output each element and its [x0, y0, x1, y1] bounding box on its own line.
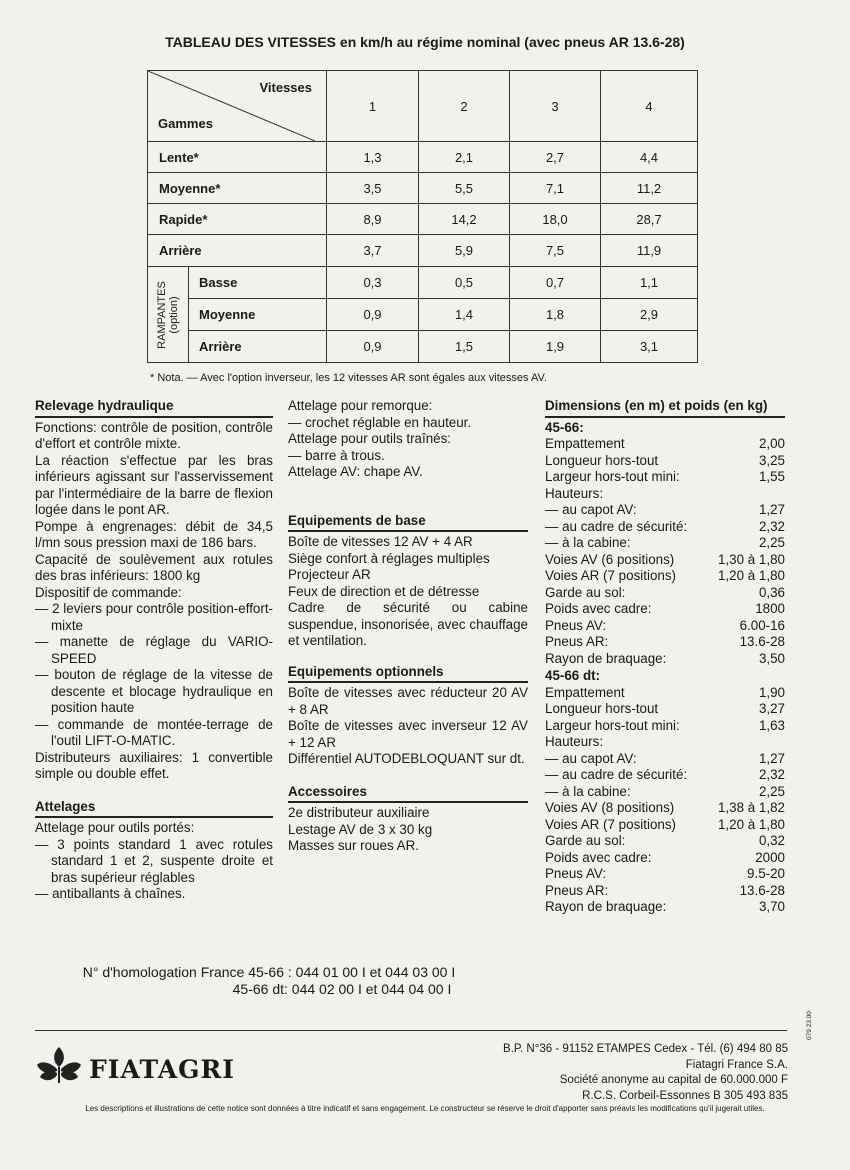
- address-line: Fiatagri France S.A.: [685, 1058, 788, 1071]
- gear-header: 2: [419, 71, 510, 142]
- speed-cell: 4,4: [601, 142, 698, 173]
- dimension-value: 1,20 à 1,80: [717, 816, 785, 832]
- section-title-accessoires: Accessoires: [288, 784, 528, 804]
- crawler-group-label: [148, 267, 189, 363]
- dimension-label: Voies AV (6 positions): [545, 551, 675, 567]
- table-row: [148, 142, 698, 173]
- dimension-row: [545, 718, 785, 735]
- dimension-label: Empattement: [545, 684, 625, 700]
- speed-cell: 7,5: [510, 235, 601, 267]
- range-label: Moyenne: [189, 299, 327, 331]
- line: Siège confort à réglages multiples: [288, 550, 490, 566]
- dimension-label: Pneus AV:: [545, 617, 607, 633]
- paragraph: Fonctions: contrôle de position, contrôle d'effort et contrôle mixte.: [35, 419, 273, 451]
- line: Feux de direction et de détresse: [288, 583, 480, 599]
- gear-header: 1: [327, 71, 419, 142]
- table-corner-cell: [148, 71, 327, 142]
- dimension-value: 2,25: [758, 535, 785, 550]
- address-line: R.C.S. Corbeil-Essonnes B 305 493 835: [582, 1089, 788, 1102]
- column-left: [35, 398, 273, 903]
- gear-header: 3: [510, 71, 601, 142]
- table-row: [148, 331, 698, 363]
- dimension-row: [545, 601, 785, 618]
- crawler-group-title: RAMPANTES: [156, 280, 168, 349]
- dimension-row: [545, 817, 785, 834]
- dimension-row: [545, 651, 785, 668]
- line: Masses sur roues AR.: [288, 838, 419, 853]
- speed-table: [147, 70, 698, 363]
- line: Lestage AV de 3 x 30 kg: [288, 821, 433, 837]
- dimension-value: 1,63: [758, 717, 785, 733]
- speed-cell: 1,9: [510, 331, 601, 363]
- paragraph: La réaction s'effectue par les bras inférieurs agissant sur l'asservissement par l'intermédiaire de la barre de flexion logée dans le pont AR.: [35, 452, 273, 517]
- dimension-value: 1,38 à 1,82: [717, 800, 785, 815]
- line: Cadre de sécurité ou cabine suspendue, insonorisée, avec chauffage et ventilation.: [288, 600, 528, 648]
- speed-cell: 28,7: [601, 204, 698, 235]
- line: Boîte de vitesses avec inverseur 12 AV + 12 AR: [288, 718, 528, 750]
- dimension-row: [545, 519, 785, 536]
- dimension-row: [545, 634, 785, 651]
- table-row: [148, 267, 698, 299]
- column-middle: [288, 398, 528, 855]
- speed-cell: 0,9: [327, 331, 419, 363]
- dimension-value: 1,27: [758, 750, 785, 766]
- speed-cell: 11,2: [601, 173, 698, 204]
- paragraph: Dispositif de commande:: [35, 584, 182, 600]
- dimension-value: 6.00-16: [739, 617, 785, 633]
- speed-cell: 1,4: [419, 299, 510, 331]
- homologation-value: : 044 02 00 I et 044 04 00 I: [284, 981, 452, 997]
- dimension-value: 1,55: [758, 469, 785, 484]
- crawler-group-subtitle: (option): [168, 295, 180, 334]
- dimension-label: — au cadre de sécurité:: [545, 518, 688, 534]
- speed-cell: 0,9: [327, 299, 419, 331]
- dimension-value: 13.6-28: [739, 882, 785, 898]
- dimension-label: Empattement: [545, 436, 625, 451]
- dimension-label: — au capot AV:: [545, 750, 637, 766]
- dimension-row: [545, 899, 785, 916]
- address-line: B.P. N°36 - 91152 ETAMPES Cedex - Tél. (6) 494 80 85: [502, 1043, 788, 1055]
- speed-cell: 14,2: [419, 204, 510, 235]
- dimension-row: [545, 453, 785, 470]
- speed-cell: 8,9: [327, 204, 419, 235]
- dimension-label: Rayon de braquage:: [545, 650, 667, 666]
- dimension-value: 1,27: [758, 502, 785, 517]
- ranges-axis-label: Gammes: [158, 116, 213, 131]
- dimension-label: Pneus AR:: [545, 634, 609, 649]
- dimension-value: 0,36: [758, 584, 785, 600]
- dimension-label: Poids avec cadre:: [545, 849, 652, 865]
- dimension-row: [545, 767, 785, 784]
- speed-cell: 5,5: [419, 173, 510, 204]
- dimension-label: Largeur hors-tout mini:: [545, 717, 680, 733]
- print-code: 079 23.00: [806, 1011, 813, 1040]
- dimension-row: [545, 535, 785, 552]
- dimension-row: [545, 800, 785, 817]
- speed-cell: 2,9: [601, 299, 698, 331]
- dimension-label: Hauteurs:: [545, 485, 604, 501]
- dimension-row: [545, 618, 785, 635]
- dimension-label: Longueur hors-tout: [545, 701, 659, 716]
- speed-cell: 3,1: [601, 331, 698, 363]
- speed-cell: 0,7: [510, 267, 601, 299]
- gears-axis-label: Vitesses: [259, 80, 312, 95]
- dimension-value: 2,32: [758, 767, 785, 782]
- dimension-label: — à la cabine:: [545, 783, 631, 799]
- dimension-value: 3,25: [758, 452, 785, 468]
- speed-cell: 18,0: [510, 204, 601, 235]
- dimension-value: 0,32: [758, 833, 785, 848]
- dimension-value: 13.6-28: [739, 634, 785, 649]
- section-title-attelages: Attelages: [35, 799, 273, 819]
- dimension-label: Hauteurs:: [545, 734, 604, 749]
- dimension-row: [545, 502, 785, 519]
- range-label: Arrière: [148, 235, 327, 267]
- line: Attelage AV: chape AV.: [288, 464, 423, 479]
- speed-cell: 5,9: [419, 235, 510, 267]
- dimension-row: [545, 568, 785, 585]
- dimension-label: Pneus AV:: [545, 866, 607, 881]
- dimension-value: 3,50: [758, 650, 785, 666]
- dimension-value: 2,00: [758, 436, 785, 451]
- list-item: — 2 leviers pour contrôle position-effort-mixte: [35, 601, 273, 633]
- section-title-dimensions: Dimensions (en m) et poids (en kg): [545, 398, 785, 418]
- dimension-label: Voies AR (7 positions): [545, 816, 676, 832]
- line: Boîte de vitesses 12 AV + 4 AR: [288, 534, 473, 549]
- dimension-label: Rayon de braquage:: [545, 899, 667, 914]
- speed-cell: 0,5: [419, 267, 510, 299]
- list-item: — commande de montée-terrage de l'outil LIFT-O-MATIC.: [35, 716, 273, 748]
- address-line: Société anonyme au capital de 60.000.000 F: [559, 1074, 788, 1086]
- dimension-value: 1,30 à 1,80: [717, 551, 785, 567]
- section-title-equip-opt: Equipements optionnels: [288, 664, 528, 684]
- dimension-label: — au cadre de sécurité:: [545, 767, 688, 782]
- dimension-row: [545, 883, 785, 900]
- model-heading: 45-66 dt:: [545, 668, 601, 683]
- homologation: [35, 964, 455, 998]
- footer-divider: [35, 1030, 787, 1031]
- dimension-label: Garde au sol:: [545, 833, 626, 848]
- disclaimer: Les descriptions et illustrations de cette notice sont données à titre indicatif et sans engagement. Le constructeur se réserve le droit d'apporter sans préavis les modifications qu'il jugerait utiles.: [85, 1104, 765, 1113]
- dimension-row: [545, 469, 785, 486]
- dimension-label: Garde au sol:: [545, 584, 626, 600]
- line: Attelage pour outils traînés:: [288, 431, 452, 446]
- dimension-row: [545, 866, 785, 883]
- list-item: — bouton de réglage de la vitesse de descente et blocage hydraulique en position haute: [35, 667, 273, 715]
- section-title-relevage: Relevage hydraulique: [35, 398, 273, 418]
- gear-header: 4: [601, 71, 698, 142]
- dimension-row: [545, 751, 785, 768]
- dimension-row: [545, 486, 785, 503]
- dimension-row: [545, 585, 785, 602]
- speed-cell: 2,1: [419, 142, 510, 173]
- range-label: Basse: [189, 267, 327, 299]
- dimension-label: Largeur hors-tout mini:: [545, 469, 680, 484]
- dimension-row: [545, 833, 785, 850]
- paragraph: Distributeurs auxiliaires: 1 convertible simple ou double effet.: [35, 749, 273, 781]
- paragraph: Attelage pour outils portés:: [35, 820, 195, 835]
- paragraph: Pompe à engrenages: débit de 34,5 l/mn sous pression maxi de 186 bars.: [35, 518, 273, 550]
- dimensions-list: [545, 420, 785, 916]
- dimension-row: [545, 685, 785, 702]
- range-label: Rapide*: [148, 204, 327, 235]
- table-row: [148, 173, 698, 204]
- speed-cell: 7,1: [510, 173, 601, 204]
- dimension-label: — à la cabine:: [545, 535, 631, 550]
- brand-logo: [35, 1045, 235, 1085]
- homologation-value: : 044 01 00 I et 044 03 00 I: [287, 964, 456, 980]
- wheat-logo-icon: [35, 1045, 83, 1085]
- dimension-row: [545, 701, 785, 718]
- dimension-label: Poids avec cadre:: [545, 601, 652, 616]
- speed-cell: 2,7: [510, 142, 601, 173]
- dimension-value: 3,27: [758, 701, 785, 716]
- dimension-value: 3,70: [758, 899, 785, 914]
- dimension-label: Longueur hors-tout: [545, 452, 659, 468]
- speed-cell: 11,9: [601, 235, 698, 267]
- address-block: [440, 1042, 788, 1104]
- dimension-label: Voies AV (8 positions): [545, 800, 675, 815]
- page-title: TABLEAU DES VITESSES en km/h au régime nominal (avec pneus AR 13.6-28): [165, 34, 685, 50]
- list-item: — antiballants à chaînes.: [35, 886, 186, 901]
- speed-cell: 3,7: [327, 235, 419, 267]
- speed-cell: 1,8: [510, 299, 601, 331]
- speed-cell: 0,3: [327, 267, 419, 299]
- table-row: [148, 235, 698, 267]
- model-heading: 45-66:: [545, 419, 584, 435]
- line: 2e distributeur auxiliaire: [288, 805, 430, 820]
- dimension-label: Pneus AR:: [545, 882, 609, 898]
- table-row: [148, 204, 698, 235]
- range-label: Moyenne*: [148, 173, 327, 204]
- dimension-row: [545, 734, 785, 751]
- dimension-row: [545, 436, 785, 453]
- speed-cell: 1,3: [327, 142, 419, 173]
- dimension-value: 2000: [755, 849, 785, 865]
- line: Boîte de vitesses avec réducteur 20 AV + 8 AR: [288, 685, 528, 717]
- dimension-value: 1800: [755, 601, 785, 616]
- dimension-value: 1,90: [758, 684, 785, 700]
- line: Attelage pour remorque:: [288, 398, 433, 413]
- list-item: — manette de réglage du VARIO-SPEED: [35, 634, 273, 666]
- line: Projecteur AR: [288, 567, 371, 582]
- table-header-row: [148, 71, 698, 142]
- speed-cell: 1,1: [601, 267, 698, 299]
- homologation-label: 45-66 dt: [232, 981, 284, 997]
- line: — crochet réglable en hauteur.: [288, 414, 472, 430]
- dimension-label: — au capot AV:: [545, 502, 637, 517]
- speed-cell: 1,5: [419, 331, 510, 363]
- dimension-row: [545, 784, 785, 801]
- table-row: [148, 299, 698, 331]
- dimension-value: 2,32: [758, 518, 785, 534]
- dimension-label: Voies AR (7 positions): [545, 568, 676, 583]
- range-label: Arrière: [189, 331, 327, 363]
- table-note: * Nota. — Avec l'option inverseur, les 12 vitesses AR sont égales aux vitesses AV.: [150, 372, 547, 384]
- list-item: — 3 points standard 1 avec rotules standard 1 et 2, suspente droite et bras supérieur réglables: [35, 836, 273, 885]
- dimension-value: 9.5-20: [747, 866, 785, 881]
- homologation-label: N° d'homologation France 45-66: [82, 964, 284, 980]
- dimension-value: 2,25: [758, 783, 785, 799]
- range-label: Lente*: [148, 142, 327, 173]
- paragraph: Capacité de soulèvement aux rotules des bras inférieurs: 1800 kg: [35, 551, 273, 583]
- column-right: [545, 398, 785, 916]
- section-title-equip-base: Equipements de base: [288, 513, 528, 533]
- dimension-row: [545, 850, 785, 867]
- line: Différentiel AUTODEBLOQUANT sur dt.: [288, 751, 525, 766]
- dimension-value: 1,20 à 1,80: [717, 568, 785, 583]
- speed-cell: 3,5: [327, 173, 419, 204]
- brand-name: FIATAGRI: [89, 1054, 235, 1084]
- dimension-row: [545, 552, 785, 569]
- line: — barre à trous.: [288, 447, 385, 463]
